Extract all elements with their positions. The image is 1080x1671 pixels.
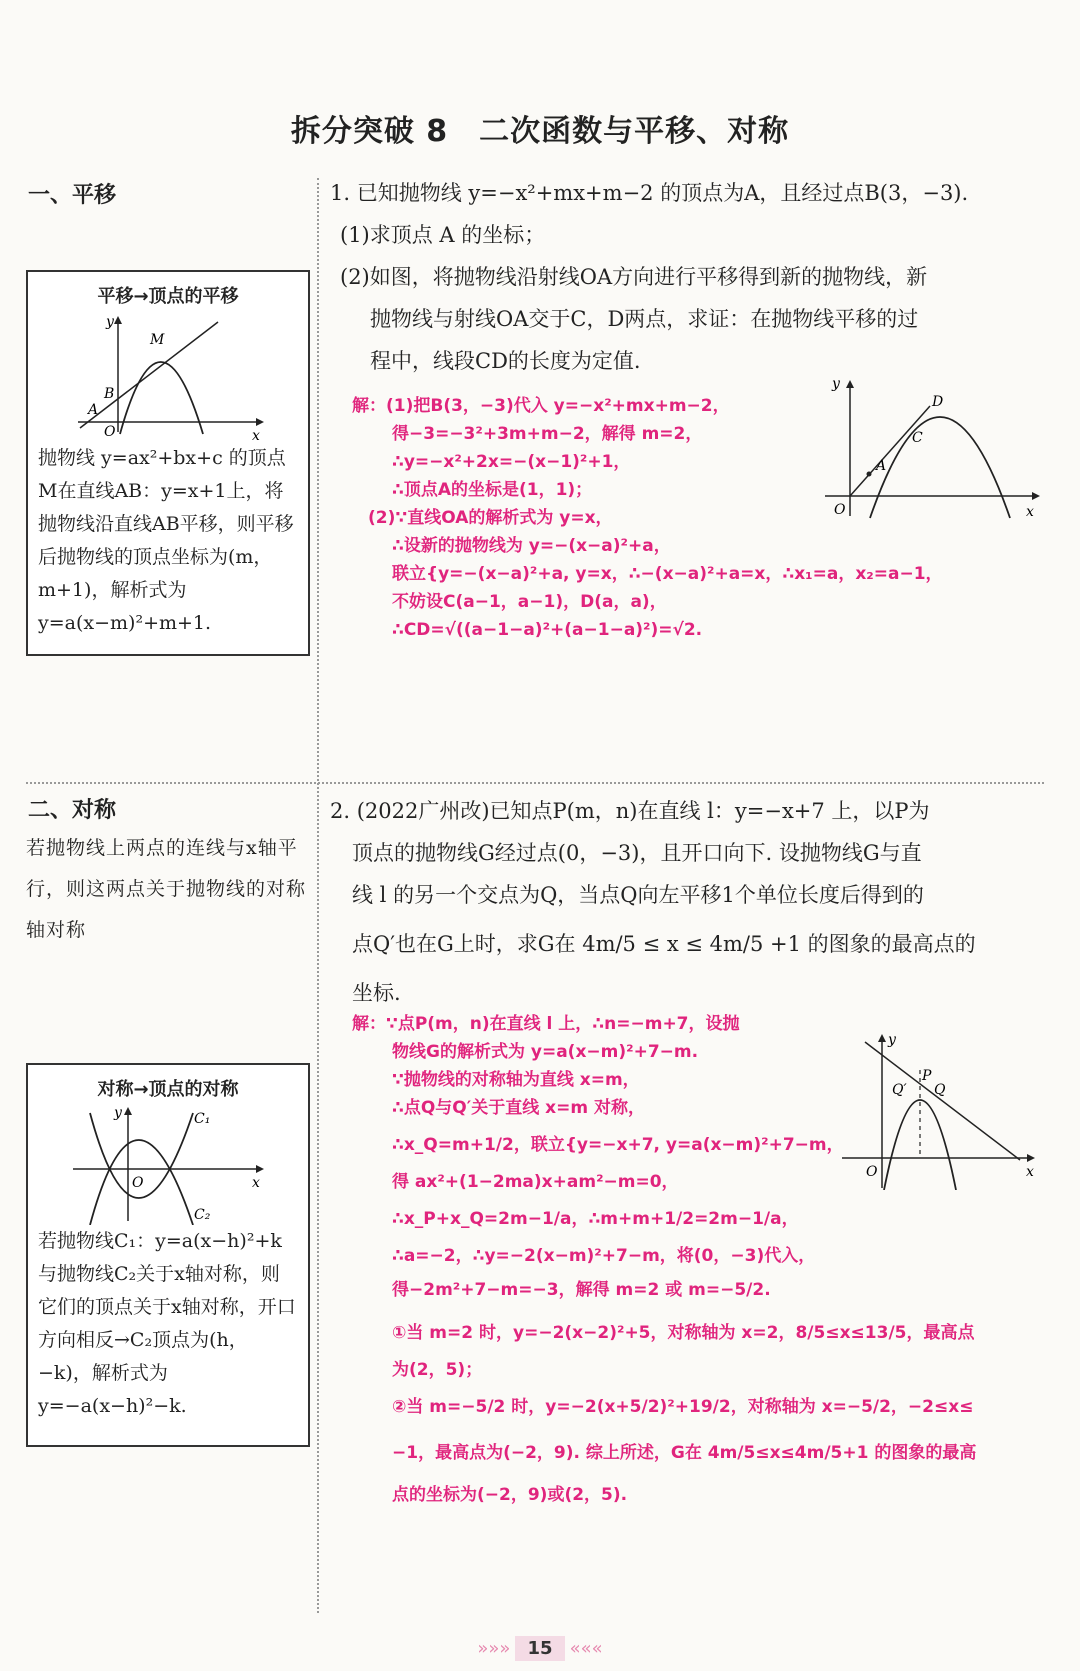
svg-text:O: O [866,1164,878,1180]
svg-text:x: x [252,1175,260,1191]
svg-text:y: y [888,1032,896,1048]
box-title: 对称→顶点的对称 [97,1079,239,1100]
page-footer [0,1636,1080,1661]
svg-text:Q′: Q′ [892,1082,907,1098]
svg-text:A: A [876,458,887,474]
translation-graph [68,312,268,442]
page-number: 15 [515,1636,564,1661]
svg-text:B: B [104,386,115,402]
problem-1-solution: 解：(1)把B(3，−3)代入 y=−x²+mx+m−2， 得−3=−3²+3m+m−2，解得 m=2， ∴y=−x²+2x=−(x−1)²+1， ∴顶点A的坐标是(1，1)； (2)∵直线OA的解析式为 y=x， ∴设新的抛物线为 y=−(x−a)²+a， 联立{y=−(x−a)²+a, y=x，∴−(x−a)²+a=x，∴x₁=a，x₂=a−1， 不妨设C(a−1，a−1)，D(a，a)， ∴CD=√((a−1−a)²+(a−1−a)²)=√2. [352,396,943,640]
svg-text:C: C [912,430,923,446]
box-title: 平移→顶点的平移 [97,286,239,307]
svg-text:Q: Q [934,1082,946,1098]
svg-text:O: O [132,1175,144,1191]
translation-tip-box [26,270,310,656]
section-divider [26,782,1044,784]
svg-text:C₁: C₁ [194,1111,211,1127]
svg-text:D: D [932,394,944,410]
svg-text:y: y [832,376,840,392]
problem-1-part2: (2)如图，将抛物线沿射线OA方向进行平移得到新的抛物线，新 [340,265,928,289]
svg-text:C₂: C₂ [194,1207,211,1223]
box-text: 若抛物线C₁：y=a(x−h)²+k与抛物线C₂关于x轴对称，则它们的顶点关于x轴对称，开口方向相反→C₂顶点为(h，−k)，解析式为y=−a(x−h)²−k. [38,1230,296,1417]
symmetry-intro: 若抛物线上两点的连线与x轴平行，则这两点关于抛物线的对称轴对称 [26,837,307,941]
svg-text:O: O [104,424,116,440]
svg-text:x: x [252,428,260,442]
svg-text:O: O [834,502,846,518]
section-heading-symmetry: 二、对称 [28,798,117,823]
svg-text:x: x [1026,1164,1034,1180]
box-text: 抛物线 y=ax²+bx+c 的顶点M在直线AB：y=x+1上，将抛物线沿直线AB平移，则平移后抛物线的顶点坐标为(m，m+1)，解析式为 y=a(x−m)²+m+1. [38,447,294,634]
problem-2-solution: 解：∵点P(m，n)在直线 l 上，∴n=−m+7，设抛 物线G的解析式为 y=a(x−m)²+7−m. ∵抛物线的对称轴为直线 x=m， ∴点Q与Q′关于直线 x=m 对称， ∴x_Q=m+1/2，联立{y=−x+7, y=a(x−m)²+7−m， 得 ax²+(1−2ma)x+am²−m=0， ∴x_P+x_Q=2m−1/a，∴m+m+1/2=2m−1/a， ∴a=−2，∴y=−2(x−m)²+7−m，将(0，−3)代入， 得−2m²+7−m=−3，解得 m=2 或 m=−5/2. ①当 m=2 时，y=−2(x−2)²+5，对称轴为 x=2，8/5≤x≤13/5，最高点 为(2，5)； ②当 m=−5/2 时，y=−2(x+5/2)²+19/2，对称轴为 x=−5/2，−2≤x≤ −1，最高点为(−2，9). 综上所述，G在 4m/5≤x≤4m/5+1 的图象的最高 点的坐标为(−2，9)或(2，5). [352,1014,977,1505]
symmetry-tip-box [26,1063,310,1447]
svg-text:P: P [922,1068,932,1084]
svg-text:y: y [106,314,114,330]
problem-2: 2. (2022广州改)已知点P(m，n)在直线 l：y=−x+7 上，以P为 顶点的抛物线G经过点(0，−3)，且开口向下. 设抛物线G与直 线 l 的另一个交点为Q，当点Q向左平移1个单位长度后得到的 点Q′也在G上时，求G在 4m/5 ≤ x ≤ 4m/5 +1 的图象的最高点的 坐标. [330,799,976,1005]
section-heading-translation: 一、平移 [28,183,117,208]
problem-1-stem: 1. 已知抛物线 y=−x²+mx+m−2 的顶点为A，且经过点B(3，−3). [330,181,969,205]
column-divider [317,178,319,1613]
svg-text:A: A [88,402,99,418]
right-arrows-icon: ««« [569,1638,603,1659]
problem-1-part1: (1)求顶点 A 的坐标； [340,223,546,247]
problem-1: 1. 已知抛物线 y=−x²+mx+m−2 的顶点为A，且经过点B(3，−3). (1)求顶点 A 的坐标； (2)如图，将抛物线沿射线OA方向进行平移得到新的抛物线，新 抛物线与射线OA交于C，D两点，求证：在抛物线平移的过 程中，线段CD的长度为定值. [330,172,1040,382]
left-arrows-icon: »»» [477,1638,511,1659]
svg-text:y: y [114,1105,122,1121]
symmetry-graph [68,1103,268,1225]
svg-text:M: M [150,332,165,348]
svg-text:x: x [1026,504,1034,520]
page-title: 拆分突破 8 二次函数与平移、对称 [290,114,790,149]
